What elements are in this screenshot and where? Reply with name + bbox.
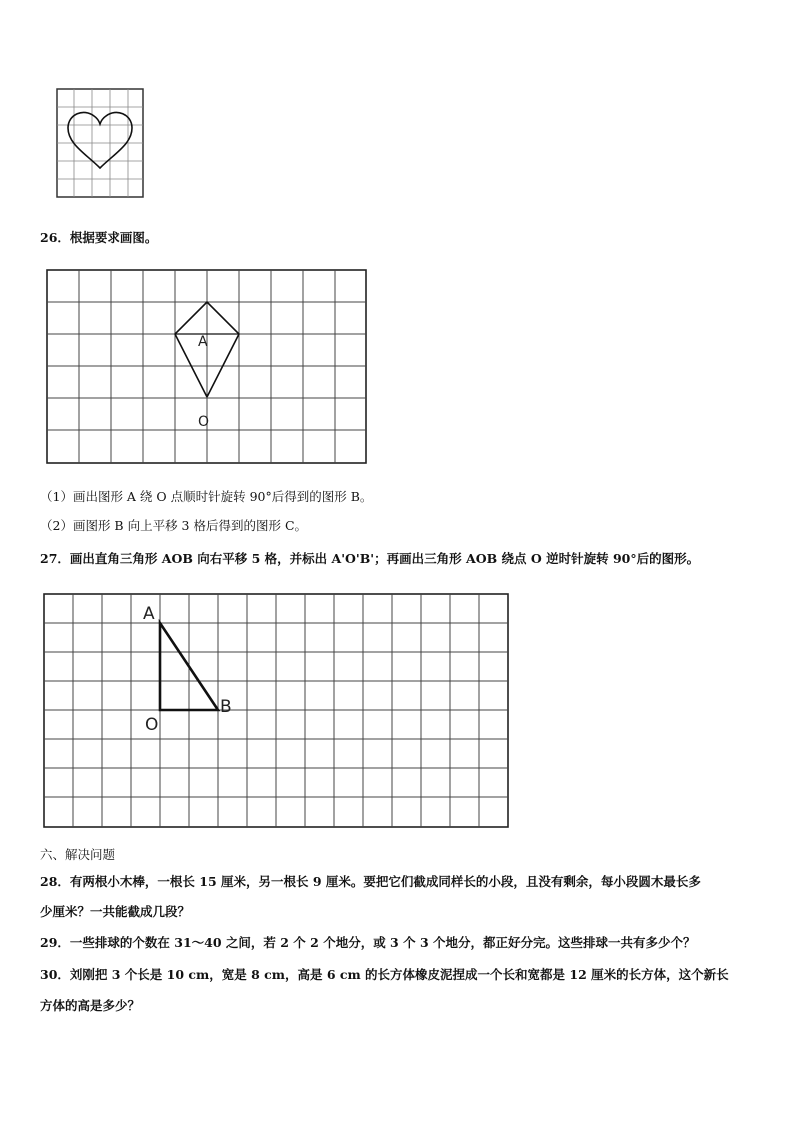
q29-line1: 29．一些排球的个数在 31～40 之间，若 2 个 2 个地分，或 3 个 3 个地分，都正好分完。这些排球一共有多少个？ xyxy=(40,935,696,950)
q30-line1: 30．刘刚把 3 个长是 10 cm，宽是 8 cm，高是 6 cm 的长方体橡皮泥捏成一个长和宽都是 12 厘米的长方体，这个新长 xyxy=(40,967,729,982)
heart-shape xyxy=(68,112,132,168)
q26-title: 26．根据要求画图。 xyxy=(40,230,158,245)
q27-label-a: A xyxy=(143,604,155,624)
section6-heading: 六、解决问题 xyxy=(40,847,116,862)
q28-line2: 少厘米？一共能截成几段？ xyxy=(40,904,191,919)
q26-label-a: A xyxy=(198,334,208,350)
q27-grid-figure xyxy=(42,592,510,830)
heart-grid-figure xyxy=(56,88,146,200)
q26-grid-figure xyxy=(44,262,372,468)
q26-sub2: （2）画图形 B 向上平移 3 格后得到的图形 C。 xyxy=(40,518,308,533)
q27-label-b: B xyxy=(220,697,232,717)
q26-sub1: （1）画出图形 A 绕 O 点顺时针旋转 90°后得到的图形 B。 xyxy=(40,489,373,504)
q27-label-o: O xyxy=(145,715,159,735)
q27-title: 27．画出直角三角形 AOB 向右平移 5 格，并标出 A'O'B'；再画出三角形 AOB 绕点 O 逆时针旋转 90°后的图形。 xyxy=(40,551,700,566)
q26-label-o: O xyxy=(198,414,210,430)
q28-line1: 28．有两根小木棒，一根长 15 厘米，另一根长 9 厘米。要把它们截成同样长的小段，且没有剩余，每小段圆木最长多 xyxy=(40,874,701,889)
q30-line2: 方体的高是多少？ xyxy=(40,998,141,1013)
